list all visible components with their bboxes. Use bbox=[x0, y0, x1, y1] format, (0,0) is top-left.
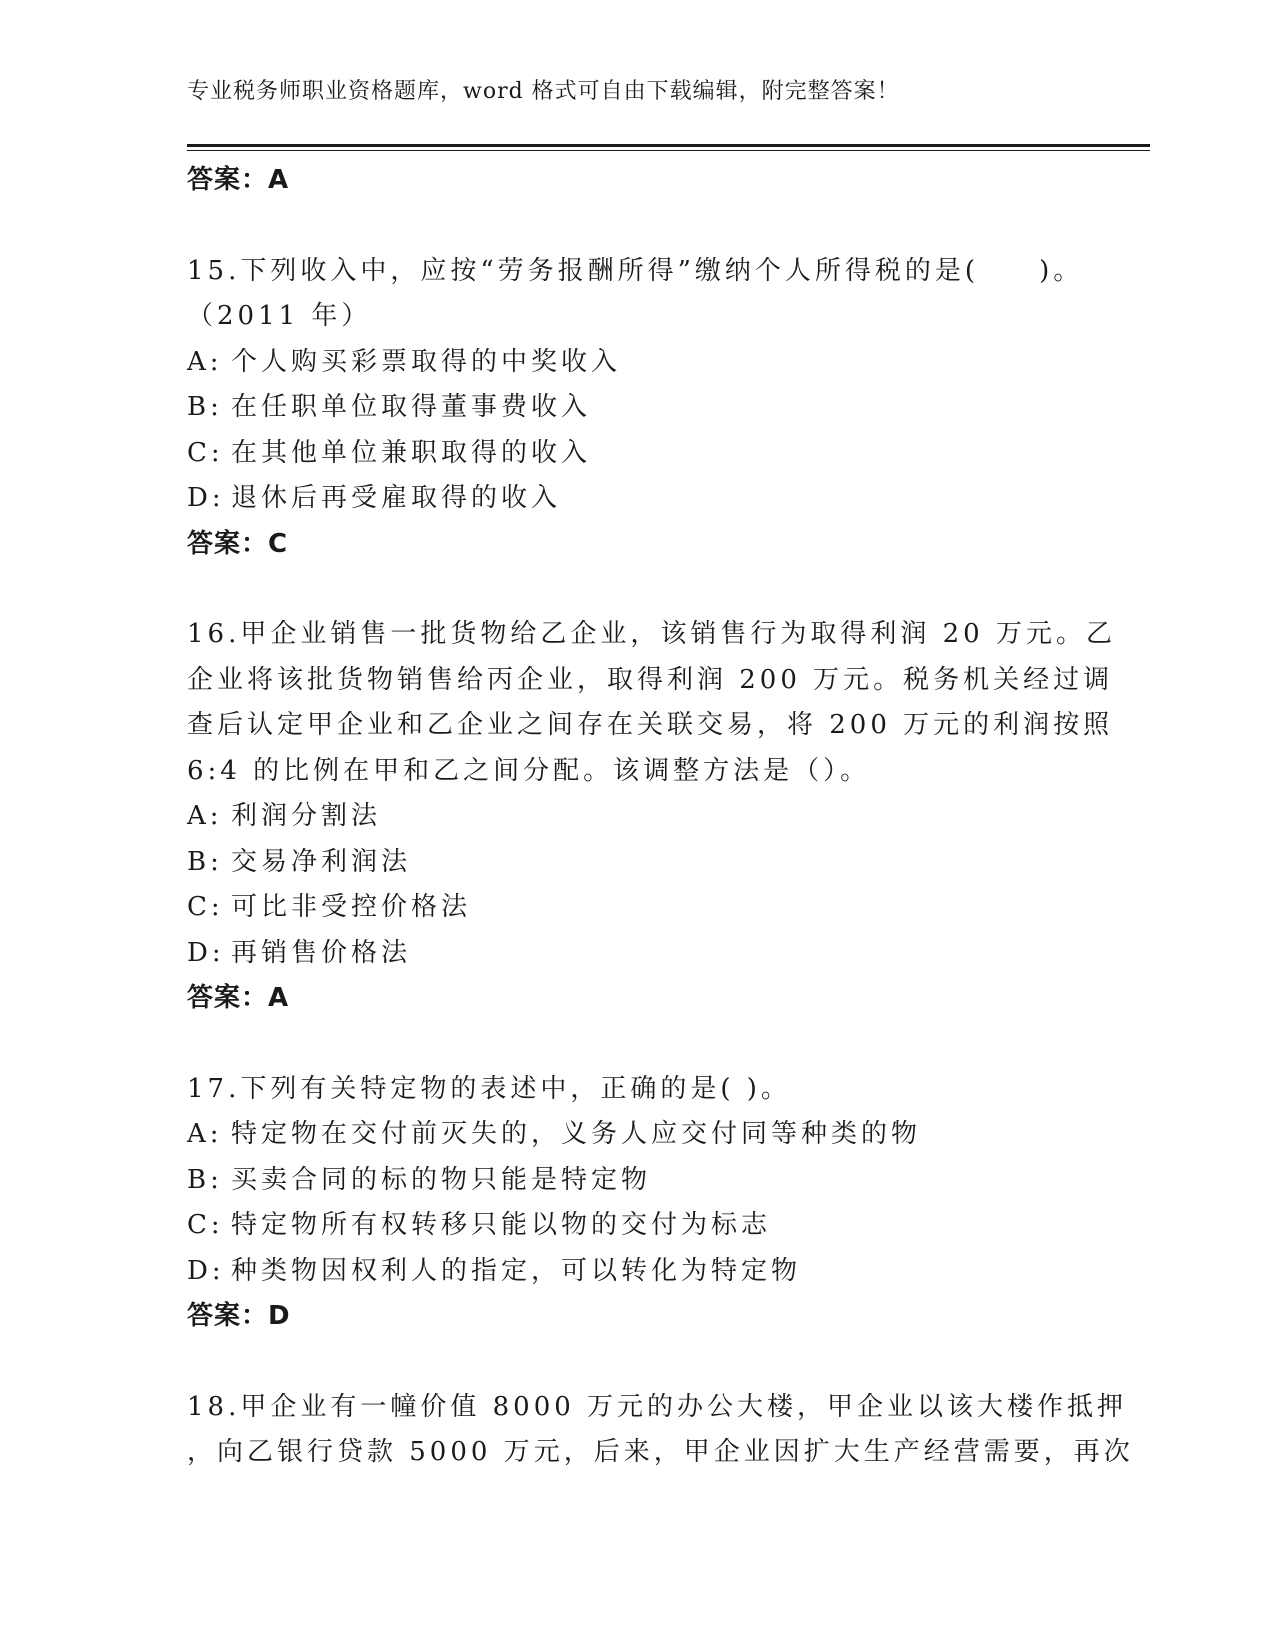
option-c bbox=[187, 431, 1087, 477]
question-text-line: 16.甲企业销售一批货物给乙企业，该销售行为取得利润 20 万元。乙 bbox=[187, 619, 1116, 649]
option-text: 在任职单位取得董事费收入 bbox=[231, 392, 592, 422]
option-key: A: bbox=[187, 1119, 223, 1149]
option-text: 在其他单位兼职取得的收入 bbox=[231, 437, 592, 468]
option-c bbox=[187, 885, 1087, 931]
question-text-line: 15.下列收入中，应按“劳务报酬所得”缴纳个人所得税的是( )。 bbox=[187, 255, 1084, 286]
question-16 bbox=[187, 612, 1116, 1022]
option-text: 再销售价格法 bbox=[231, 937, 412, 968]
option-key: D: bbox=[187, 937, 225, 968]
option-d bbox=[187, 1249, 1087, 1295]
option-key: C: bbox=[187, 1210, 224, 1240]
question-18 bbox=[187, 1385, 1134, 1476]
option-text: 交易净利润法 bbox=[231, 846, 412, 877]
option-key: C: bbox=[187, 892, 224, 922]
option-text: 利润分割法 bbox=[231, 801, 382, 831]
option-key: B: bbox=[187, 392, 223, 422]
option-text: 特定物所有权转移只能以物的交付为标志 bbox=[231, 1210, 772, 1240]
spacer bbox=[187, 1022, 1087, 1067]
answer-14: 答案：A bbox=[187, 165, 290, 195]
option-b bbox=[187, 840, 1087, 886]
question-text-line: 查后认定甲企业和乙企业之间存在关联交易，将 200 万元的利润按照 bbox=[187, 710, 1114, 740]
question-text-line: ，向乙银行贷款 5000 万元，后来，甲企业因扩大生产经营需要，再次 bbox=[187, 1437, 1134, 1467]
option-key: A: bbox=[187, 801, 223, 831]
question-text-line: （2011 年） bbox=[187, 301, 372, 331]
question-text-line: 18.甲企业有一幢价值 8000 万元的办公大楼，甲企业以该大楼作抵押 bbox=[187, 1391, 1128, 1422]
option-key: C: bbox=[187, 437, 224, 468]
answer-17: 答案：D bbox=[187, 1301, 291, 1331]
option-d bbox=[187, 931, 1087, 977]
option-a bbox=[187, 340, 1087, 386]
option-text: 种类物因权利人的指定，可以转化为特定物 bbox=[231, 1255, 802, 1286]
question-text-line: 企业将该批货物销售给丙企业，取得利润 200 万元。税务机关经过调 bbox=[187, 664, 1114, 695]
option-key: A: bbox=[187, 346, 223, 377]
option-text: 个人购买彩票取得的中奖收入 bbox=[231, 346, 622, 377]
option-b bbox=[187, 1158, 1087, 1204]
answer-16: 答案：A bbox=[187, 983, 290, 1013]
option-key: D: bbox=[187, 483, 225, 513]
question-text-line: 6:4 的比例在甲和乙之间分配。该调整方法是（）。 bbox=[187, 755, 871, 786]
question-text-line: 17.下列有关特定物的表述中，正确的是( )。 bbox=[187, 1073, 791, 1104]
header-divider-thin bbox=[187, 150, 1150, 151]
option-a bbox=[187, 1112, 1087, 1158]
answer-15: 答案：C bbox=[187, 528, 289, 559]
spacer bbox=[187, 204, 1087, 249]
option-key: B: bbox=[187, 846, 223, 877]
question-15 bbox=[187, 249, 1087, 568]
option-a bbox=[187, 794, 1087, 840]
option-d bbox=[187, 476, 1087, 522]
page-header-title: 专业税务师职业资格题库，word 格式可自由下载编辑，附完整答案！ bbox=[187, 79, 900, 104]
spacer bbox=[187, 1340, 1087, 1385]
header-divider bbox=[187, 144, 1150, 147]
option-text: 可比非受控价格法 bbox=[231, 892, 472, 922]
document-body bbox=[187, 158, 1134, 1476]
option-c bbox=[187, 1203, 1087, 1249]
option-text: 特定物在交付前灭失的，义务人应交付同等种类的物 bbox=[231, 1119, 922, 1149]
spacer bbox=[187, 567, 1087, 612]
question-17 bbox=[187, 1067, 1087, 1340]
option-key: D: bbox=[187, 1255, 225, 1286]
option-b bbox=[187, 385, 1087, 431]
option-text: 退休后再受雇取得的收入 bbox=[231, 483, 562, 513]
option-text: 买卖合同的标的物只能是特定物 bbox=[231, 1164, 652, 1195]
option-key: B: bbox=[187, 1164, 223, 1195]
